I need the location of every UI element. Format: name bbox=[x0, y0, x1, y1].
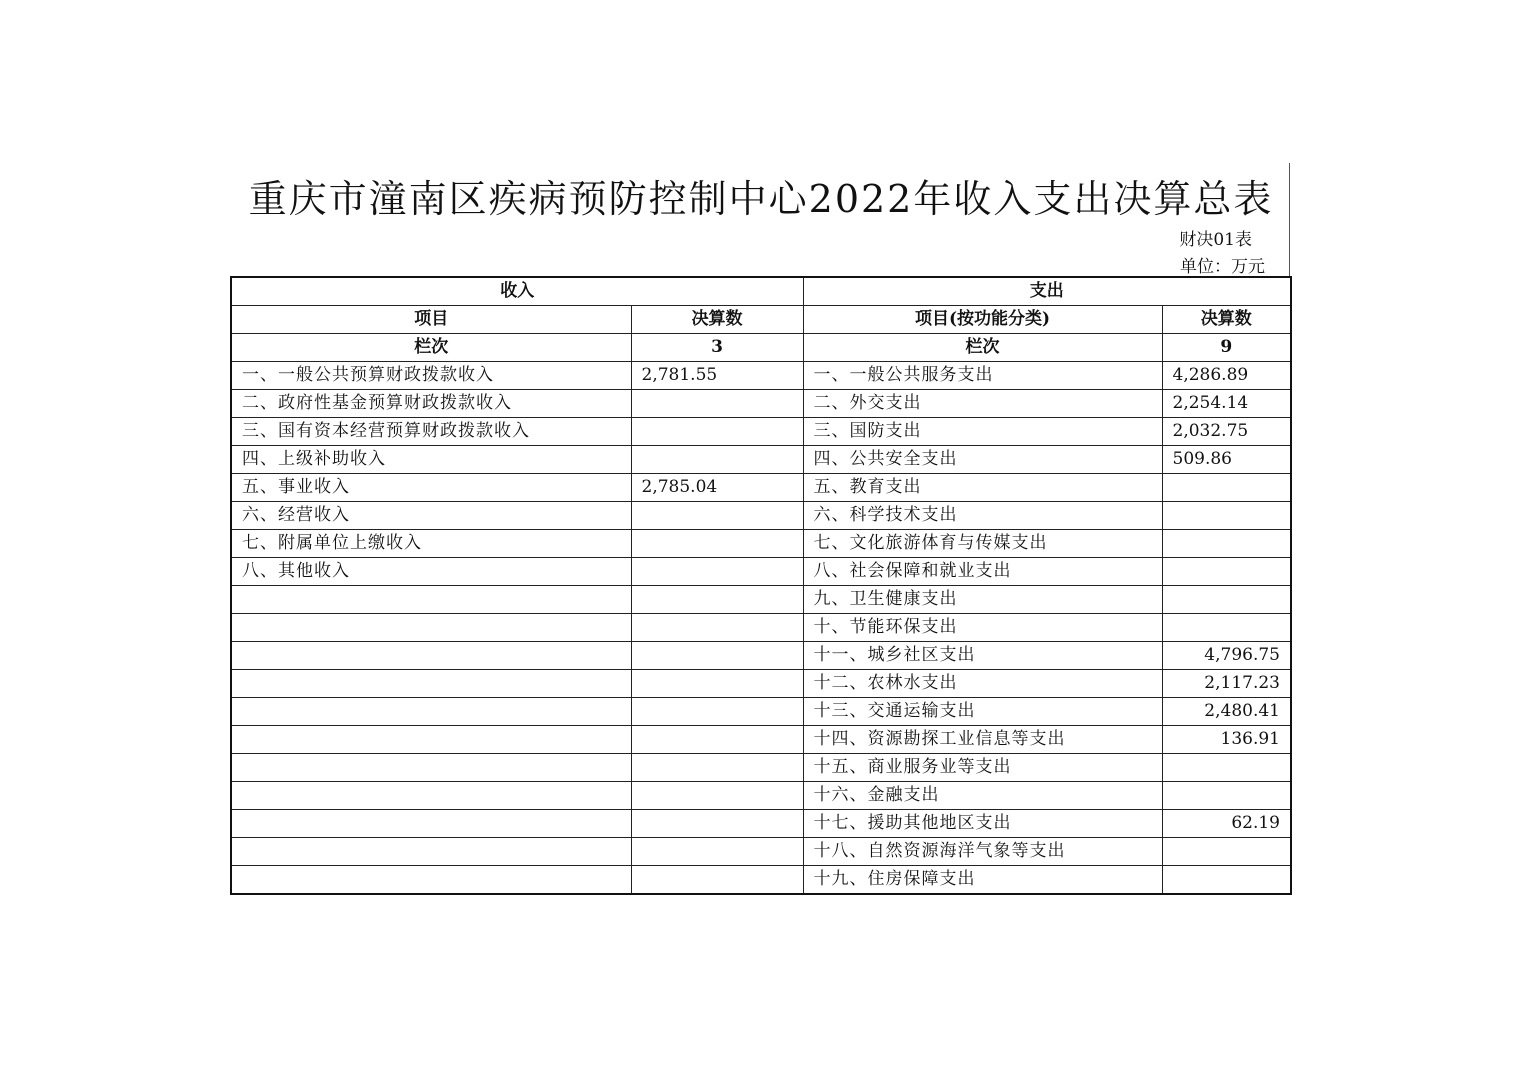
income-item-cell: 七、附属单位上缴收入 bbox=[231, 530, 631, 558]
income-column-label: 栏次 bbox=[231, 334, 631, 362]
income-item-cell bbox=[231, 782, 631, 810]
expense-amount-cell bbox=[1162, 502, 1291, 530]
expense-amount-cell: 2,480.41 bbox=[1162, 698, 1291, 726]
income-amount-cell bbox=[631, 866, 803, 895]
table-row bbox=[231, 362, 1291, 390]
expense-item-cell: 二、外交支出 bbox=[803, 390, 1162, 418]
expense-amount-cell bbox=[1162, 530, 1291, 558]
table-row bbox=[231, 726, 1291, 754]
unit-label: 单位：万元 bbox=[1180, 257, 1265, 277]
table-row bbox=[231, 642, 1291, 670]
table-header-row-columns bbox=[231, 306, 1291, 334]
table-row bbox=[231, 502, 1291, 530]
expense-amount-cell bbox=[1162, 866, 1291, 895]
income-amount-cell bbox=[631, 810, 803, 838]
expense-amount-cell: 2,032.75 bbox=[1162, 418, 1291, 446]
expense-section-header: 支出 bbox=[803, 277, 1291, 306]
expense-amount-cell bbox=[1162, 558, 1291, 586]
income-amount-cell bbox=[631, 502, 803, 530]
expense-amount-cell bbox=[1162, 474, 1291, 502]
expense-amount-cell: 2,254.14 bbox=[1162, 390, 1291, 418]
income-item-cell: 六、经营收入 bbox=[231, 502, 631, 530]
table-row bbox=[231, 558, 1291, 586]
expense-item-cell: 七、文化旅游体育与传媒支出 bbox=[803, 530, 1162, 558]
income-item-cell bbox=[231, 670, 631, 698]
income-item-cell: 四、上级补助收入 bbox=[231, 446, 631, 474]
income-item-cell bbox=[231, 866, 631, 895]
income-item-cell bbox=[231, 838, 631, 866]
expense-amount-cell: 4,286.89 bbox=[1162, 362, 1291, 390]
expense-item-cell: 五、教育支出 bbox=[803, 474, 1162, 502]
income-amount-cell: 2,781.55 bbox=[631, 362, 803, 390]
expense-column-number: 9 bbox=[1162, 334, 1291, 362]
income-item-cell bbox=[231, 726, 631, 754]
income-amount-cell bbox=[631, 726, 803, 754]
table-row bbox=[231, 754, 1291, 782]
income-item-header: 项目 bbox=[231, 306, 631, 334]
income-item-cell bbox=[231, 754, 631, 782]
income-item-cell: 一、一般公共预算财政拨款收入 bbox=[231, 362, 631, 390]
income-amount-cell bbox=[631, 838, 803, 866]
income-item-cell bbox=[231, 642, 631, 670]
table-header-row-sections bbox=[231, 277, 1291, 306]
expense-item-cell: 十三、交通运输支出 bbox=[803, 698, 1162, 726]
income-amount-cell bbox=[631, 390, 803, 418]
table-row bbox=[231, 670, 1291, 698]
expense-item-cell: 十八、自然资源海洋气象等支出 bbox=[803, 838, 1162, 866]
table-row bbox=[231, 586, 1291, 614]
income-item-cell bbox=[231, 614, 631, 642]
table-row bbox=[231, 698, 1291, 726]
expense-item-cell: 九、卫生健康支出 bbox=[803, 586, 1162, 614]
income-amount-cell: 2,785.04 bbox=[631, 474, 803, 502]
income-item-cell: 八、其他收入 bbox=[231, 558, 631, 586]
income-amount-cell bbox=[631, 558, 803, 586]
income-amount-header: 决算数 bbox=[631, 306, 803, 334]
income-amount-cell bbox=[631, 754, 803, 782]
expense-item-cell: 十四、资源勘探工业信息等支出 bbox=[803, 726, 1162, 754]
expense-amount-header: 决算数 bbox=[1162, 306, 1291, 334]
income-amount-cell bbox=[631, 530, 803, 558]
income-column-number: 3 bbox=[631, 334, 803, 362]
table-row bbox=[231, 866, 1291, 895]
page-title: 重庆市潼南区疾病预防控制中心2022年收入支出决算总表 bbox=[248, 177, 1274, 221]
income-amount-cell bbox=[631, 642, 803, 670]
expense-item-cell: 十九、住房保障支出 bbox=[803, 866, 1162, 895]
expense-item-cell: 十五、商业服务业等支出 bbox=[803, 754, 1162, 782]
expense-amount-cell: 62.19 bbox=[1162, 810, 1291, 838]
expense-item-cell: 八、社会保障和就业支出 bbox=[803, 558, 1162, 586]
expense-item-cell: 十二、农林水支出 bbox=[803, 670, 1162, 698]
table-row bbox=[231, 782, 1291, 810]
table-row bbox=[231, 418, 1291, 446]
expense-amount-cell bbox=[1162, 586, 1291, 614]
expense-item-cell: 十六、金融支出 bbox=[803, 782, 1162, 810]
income-item-cell: 二、政府性基金预算财政拨款收入 bbox=[231, 390, 631, 418]
income-section-header: 收入 bbox=[231, 277, 803, 306]
expense-item-cell: 三、国防支出 bbox=[803, 418, 1162, 446]
income-item-cell: 三、国有资本经营预算财政拨款收入 bbox=[231, 418, 631, 446]
expense-item-cell: 十、节能环保支出 bbox=[803, 614, 1162, 642]
expense-item-header: 项目(按功能分类) bbox=[803, 306, 1162, 334]
income-amount-cell bbox=[631, 670, 803, 698]
table-row bbox=[231, 446, 1291, 474]
income-item-cell bbox=[231, 586, 631, 614]
table-row bbox=[231, 390, 1291, 418]
table-row bbox=[231, 838, 1291, 866]
expense-item-cell: 十一、城乡社区支出 bbox=[803, 642, 1162, 670]
income-amount-cell bbox=[631, 418, 803, 446]
income-amount-cell bbox=[631, 586, 803, 614]
table-row bbox=[231, 474, 1291, 502]
expense-amount-cell: 4,796.75 bbox=[1162, 642, 1291, 670]
income-amount-cell bbox=[631, 782, 803, 810]
expense-item-cell: 四、公共安全支出 bbox=[803, 446, 1162, 474]
table-row bbox=[231, 614, 1291, 642]
income-item-cell bbox=[231, 810, 631, 838]
income-amount-cell bbox=[631, 446, 803, 474]
table-row bbox=[231, 810, 1291, 838]
form-number: 财决01表 bbox=[1179, 230, 1252, 250]
expense-item-cell: 十七、援助其他地区支出 bbox=[803, 810, 1162, 838]
expense-amount-cell: 509.86 bbox=[1162, 446, 1291, 474]
budget-table bbox=[230, 276, 1292, 895]
table-header-row-column-numbers bbox=[231, 334, 1291, 362]
income-item-cell bbox=[231, 698, 631, 726]
expense-amount-cell bbox=[1162, 838, 1291, 866]
expense-item-cell: 六、科学技术支出 bbox=[803, 502, 1162, 530]
expense-item-cell: 一、一般公共服务支出 bbox=[803, 362, 1162, 390]
income-amount-cell bbox=[631, 614, 803, 642]
income-amount-cell bbox=[631, 698, 803, 726]
expense-amount-cell bbox=[1162, 754, 1291, 782]
expense-amount-cell: 2,117.23 bbox=[1162, 670, 1291, 698]
income-item-cell: 五、事业收入 bbox=[231, 474, 631, 502]
expense-amount-cell: 136.91 bbox=[1162, 726, 1291, 754]
expense-amount-cell bbox=[1162, 782, 1291, 810]
table-row bbox=[231, 530, 1291, 558]
expense-amount-cell bbox=[1162, 614, 1291, 642]
expense-column-label: 栏次 bbox=[803, 334, 1162, 362]
